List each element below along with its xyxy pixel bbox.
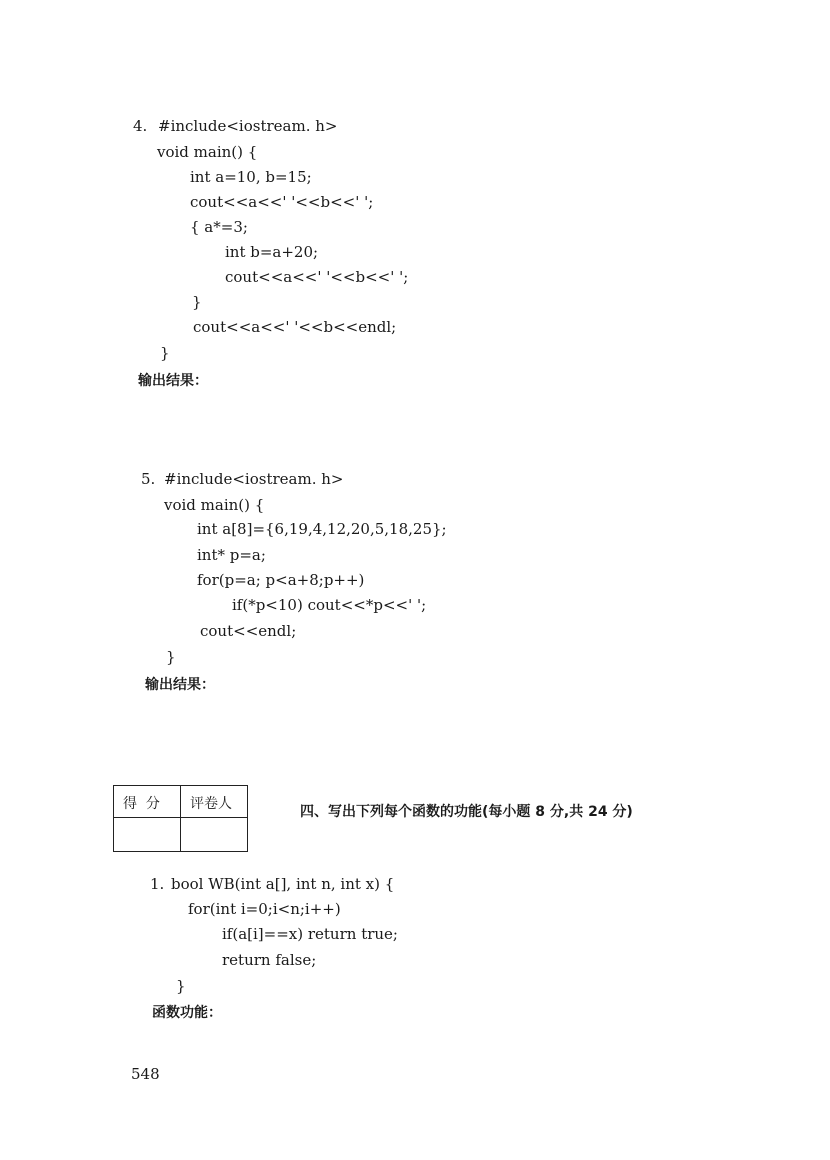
score-table: [113, 785, 248, 852]
code-line: for(p=a; p<a+8;p++): [197, 571, 365, 589]
code-line: if(a[i]==x) return true;: [222, 925, 398, 943]
code-line: #include<iostream. h>: [158, 117, 338, 135]
code-line: void main() {: [164, 496, 265, 514]
question-number: 5.: [141, 470, 156, 488]
question-number: 1.: [150, 875, 165, 893]
code-line: if(*p<10) cout<<*p<<' ';: [232, 596, 427, 614]
code-line: for(int i=0;i<n;i++): [188, 900, 341, 918]
code-line: bool WB(int a[], int n, int x) {: [171, 875, 395, 893]
table-divider: [180, 786, 181, 851]
grader-label: 评卷人: [190, 796, 232, 812]
code-line: { a*=3;: [190, 218, 248, 236]
output-label: 输出结果：: [138, 373, 208, 389]
code-line: return false;: [222, 951, 317, 969]
code-line: #include<iostream. h>: [164, 470, 344, 488]
code-line: cout<<a<<' '<<b<<' ';: [225, 268, 409, 286]
code-line: }: [160, 344, 170, 362]
code-line: cout<<a<<' '<<b<<endl;: [193, 318, 397, 336]
question-number: 4.: [133, 117, 148, 135]
code-line: int b=a+20;: [225, 243, 319, 261]
function-label: 函数功能：: [152, 1005, 222, 1021]
code-line: }: [176, 977, 186, 995]
code-line: }: [166, 648, 176, 666]
code-line: cout<<a<<' '<<b<<' ';: [190, 193, 374, 211]
code-line: void main() {: [157, 143, 258, 161]
code-line: cout<<endl;: [200, 622, 297, 640]
code-line: }: [192, 293, 202, 311]
section-heading: 四、写出下列每个函数的功能(每小题 8 分,共 24 分): [300, 804, 633, 820]
table-divider: [114, 817, 247, 818]
code-line: int a=10, b=15;: [190, 168, 312, 186]
page-number: 548: [131, 1065, 160, 1083]
code-line: int* p=a;: [197, 546, 266, 564]
code-line: int a[8]={6,19,4,12,20,5,18,25};: [197, 520, 447, 538]
score-label: 得 分: [123, 796, 160, 812]
output-label: 输出结果：: [145, 677, 215, 693]
